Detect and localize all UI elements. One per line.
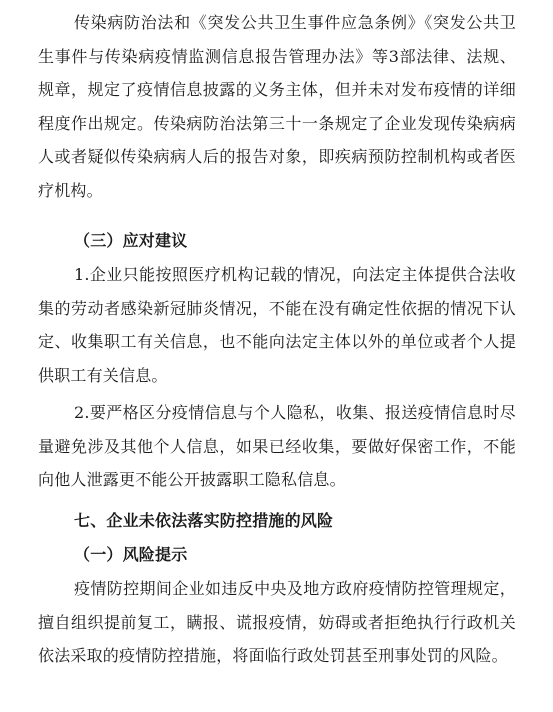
paragraph-disclosure-laws: 传染病防治法和《突发公共卫生事件应急条例》《突发公共卫生事件与传染病疫情监测信息报告管理办法》等3部法律、法规、规章，规定了疫情信息披露的义务主体，但并未对发布疫情的详细程度作出规定。传染病防治法第三十一条规定了企业发现传染病病人或者疑似传染病病人后的报告对象，即疾病预防控制机构或者医疗机构。 [38,13,516,200]
paragraph-suggestion-1: 1.企业只能按照医疗机构记载的情况，向法定主体提供合法收集的劳动者感染新冠肺炎情况，不能在没有确定性依据的情况下认定、收集职工有关信息，也不能向法定主体以外的单位或者个人提供职工有关信息。 [38,265,516,385]
subsection-title-response-suggestions: （三）应对建议 [74,231,188,250]
paragraph-suggestion-2: 2.要严格区分疫情信息与个人隐私，收集、报送疫情信息时尽量避免涉及其他个人信息，如果已经收集，要做好保密工作，不能向他人泄露更不能公开披露职工隐私信息。 [38,403,516,489]
subsection-title-risk-warning: （一）风险提示 [74,545,188,564]
paragraph-risk-warning: 疫情防控期间企业如违反中央及地方政府疫情防控管理规定，擅自组织提前复工，瞒报、谎报疫情，妨碍或者拒绝执行行政机关依法采取的疫情防控措施，将面临行政处罚甚至刑事处罚的风险。 [38,579,516,665]
section-title-7: 七、企业未依法落实防控措施的风险 [74,511,334,530]
